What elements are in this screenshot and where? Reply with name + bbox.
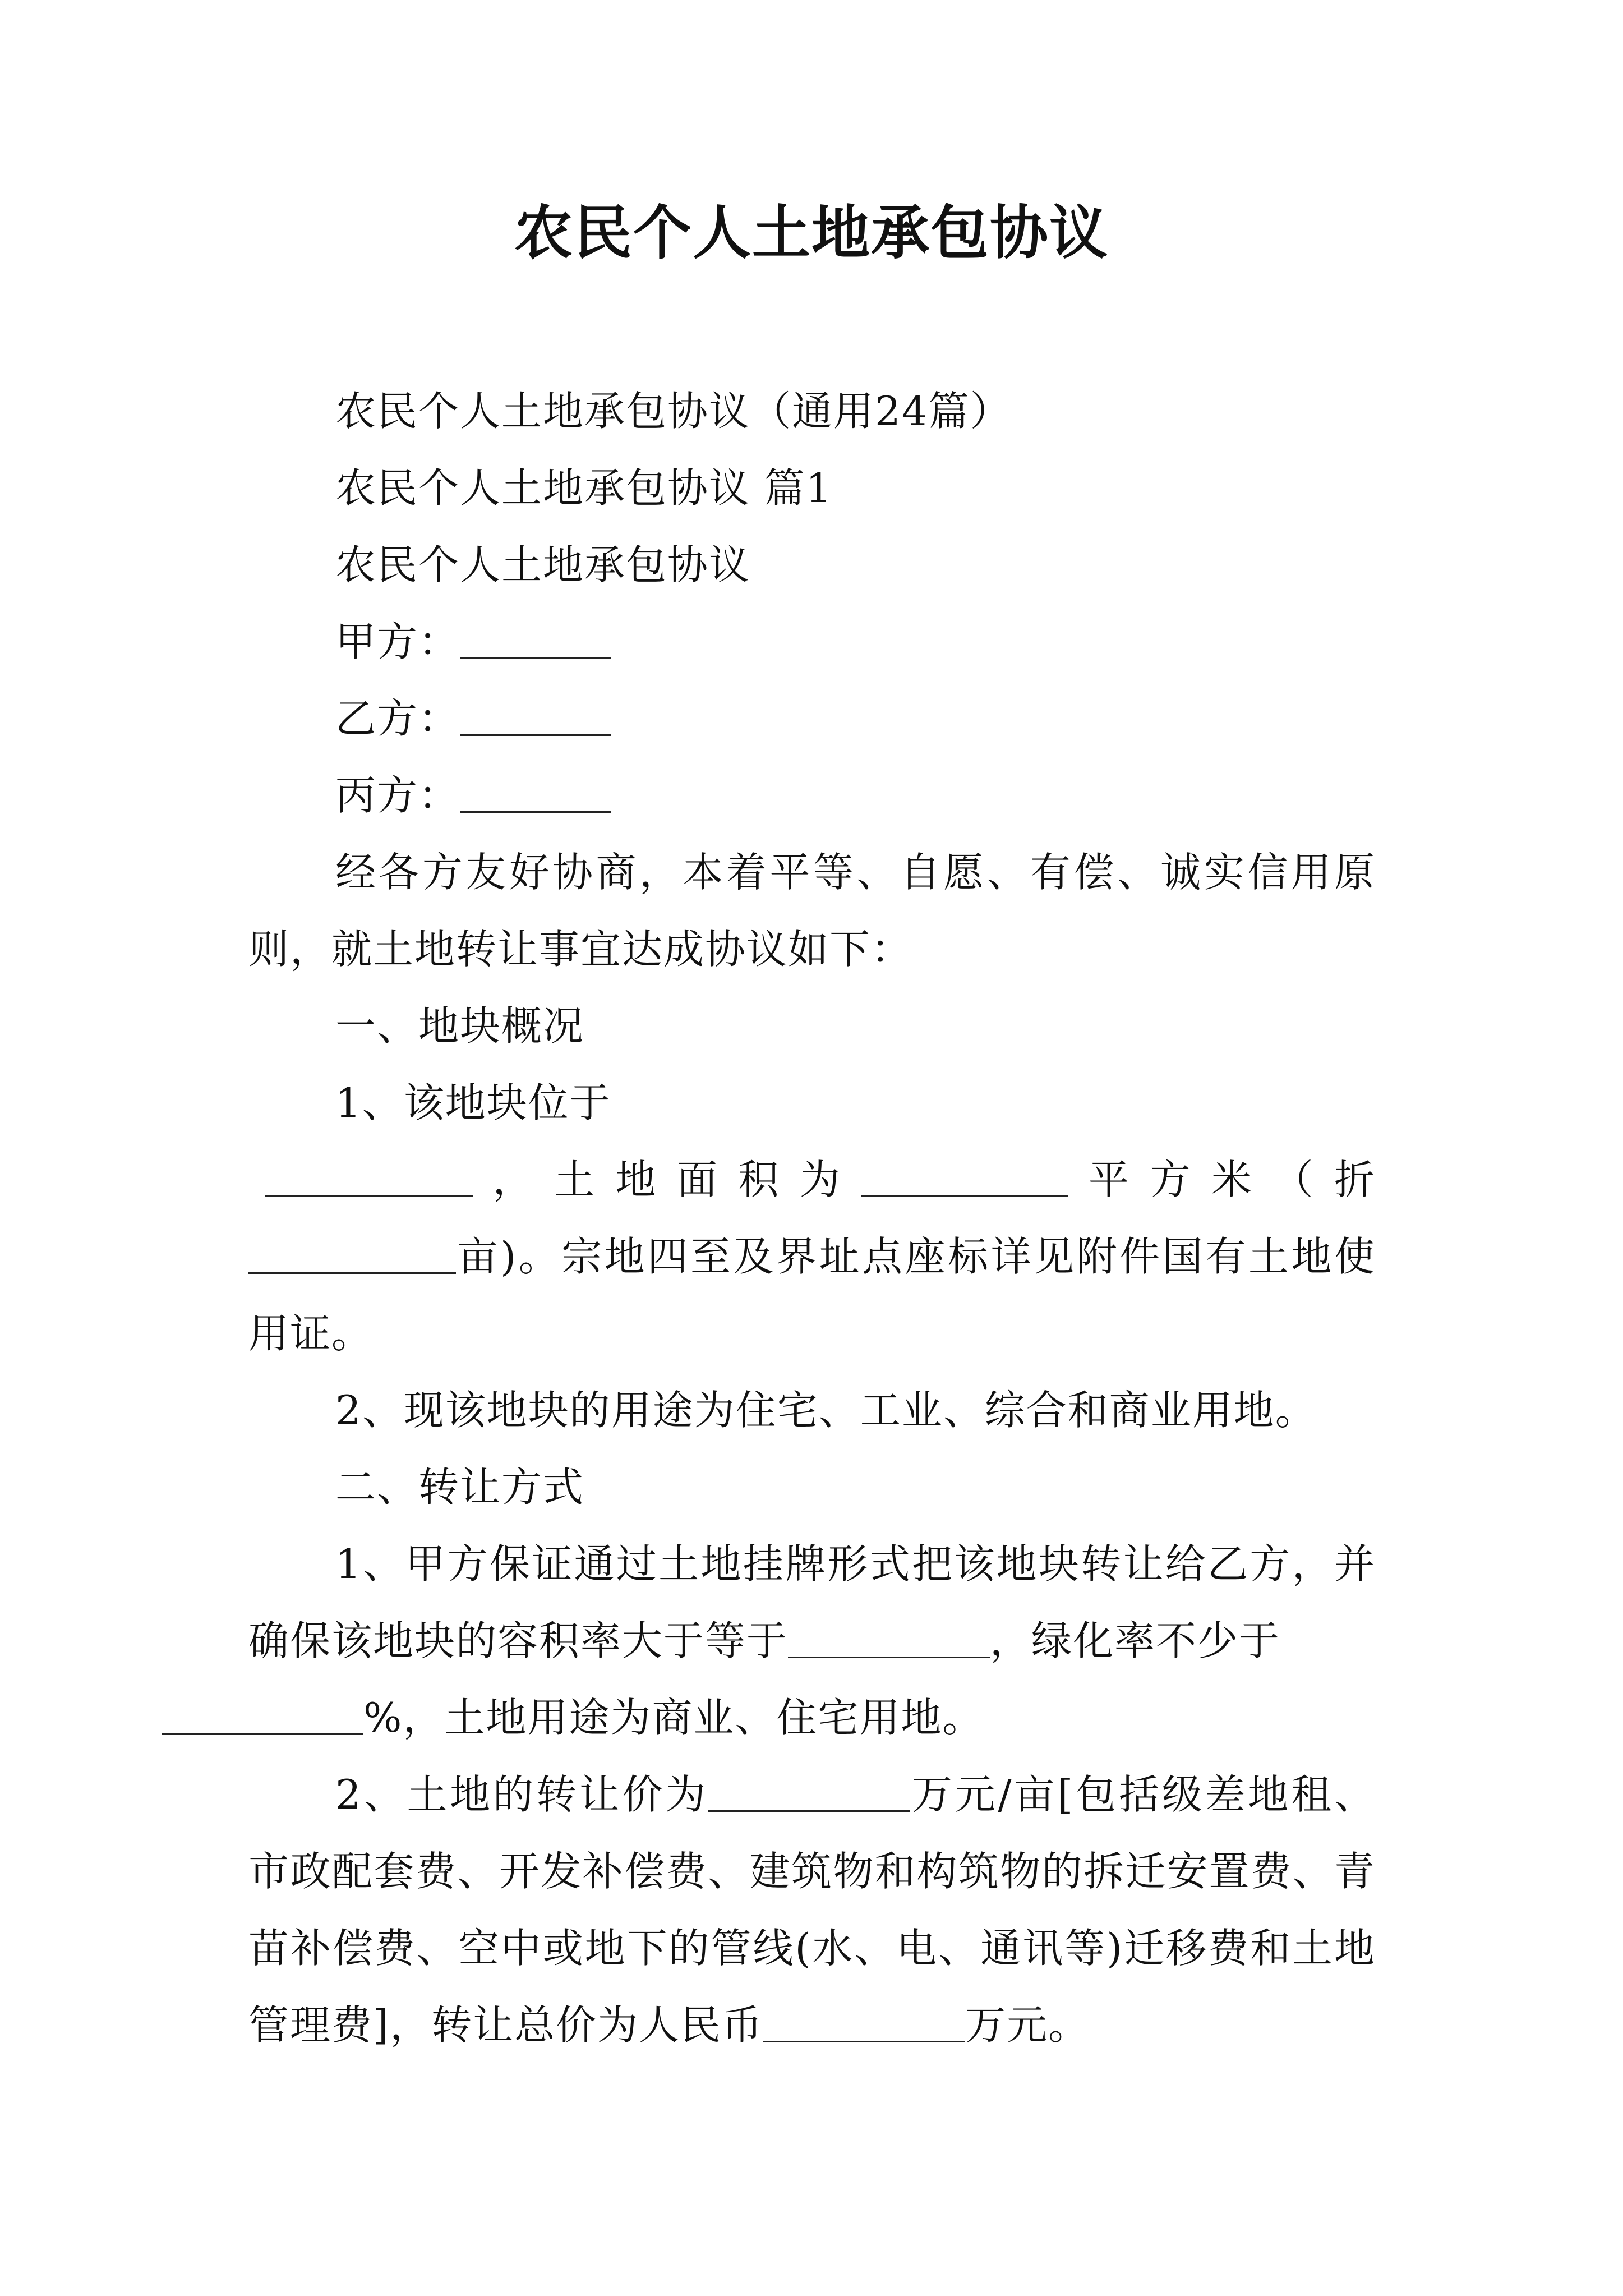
document-body	[248, 373, 1376, 2064]
item-2-1-text-c: %，土地用途为商业、住宅用地。	[363, 1694, 984, 1741]
party-b-blank	[460, 694, 611, 736]
subtitle-line: 农民个人土地承包协议（通用24篇）	[335, 388, 1012, 435]
price-per-mu-blank	[708, 1770, 910, 1812]
item-2-2-text-a: 2、土地的转让价为	[335, 1771, 709, 1818]
chapter-line: 农民个人土地承包协议 篇1	[335, 464, 833, 512]
party-c-line	[248, 757, 1376, 834]
document-title: 农民个人土地承包协议	[514, 198, 1109, 267]
party-c-label: 丙方：	[335, 772, 460, 819]
item-2-1-text-a: 1、甲方保证通过土地挂牌形式把该地块转让给乙方，并确保该地块的容积率大于等于	[248, 1540, 1376, 1664]
item-2-1-text-b: ，绿化率不少于	[990, 1617, 1281, 1664]
item-2-2-text-b: 万元/亩[包括级差地租、市政配套费、开发补偿费、建筑物和构筑物的拆迁安置费、青苗补偿费、空中或地下的管线(水、电、通讯等)迁移费和土地管理费]，转让总价为人民币	[248, 1771, 1376, 2049]
item-1-1-line: 1、该地块位于	[335, 1079, 611, 1126]
item-1-1-area-line	[248, 1142, 1376, 1218]
party-b-label: 乙方：	[335, 695, 460, 742]
party-c-blank	[460, 771, 611, 813]
party-b-line	[248, 680, 1376, 757]
section-1-heading: 一、地块概况	[335, 1002, 585, 1050]
item-1-2-line: 2、现该地块的用途为住宅、工业、综合和商业用地。	[335, 1387, 1317, 1434]
area-blank	[861, 1155, 1068, 1197]
item-2-1-paragraph	[248, 1526, 1376, 1756]
item-2-2-text-c: 万元。	[965, 2001, 1090, 2049]
total-price-blank	[763, 2000, 965, 2042]
green-rate-blank	[162, 1693, 363, 1735]
location-blank	[265, 1155, 473, 1197]
area-text-2: 平方米（折	[1068, 1156, 1376, 1203]
party-a-line	[248, 604, 1376, 680]
section-2-heading: 二、转让方式	[335, 1464, 585, 1511]
plot-ratio-blank	[788, 1616, 990, 1658]
mu-blank	[248, 1232, 456, 1274]
mu-text: 亩)。宗地四至及界址点座标详见附件国有土地使用证。	[248, 1233, 1376, 1357]
heading-line: 农民个人土地承包协议	[335, 541, 751, 588]
party-a-blank	[460, 617, 611, 659]
item-1-1-mu-line	[248, 1218, 1376, 1372]
item-2-2-paragraph	[248, 1756, 1376, 2064]
intro-paragraph: 经各方友好协商，本着平等、自愿、有偿、诚实信用原则，就土地转让事宜达成协议如下：	[248, 849, 1376, 973]
area-text-1: ，土地面积为	[473, 1156, 861, 1203]
party-a-label: 甲方：	[335, 618, 460, 665]
